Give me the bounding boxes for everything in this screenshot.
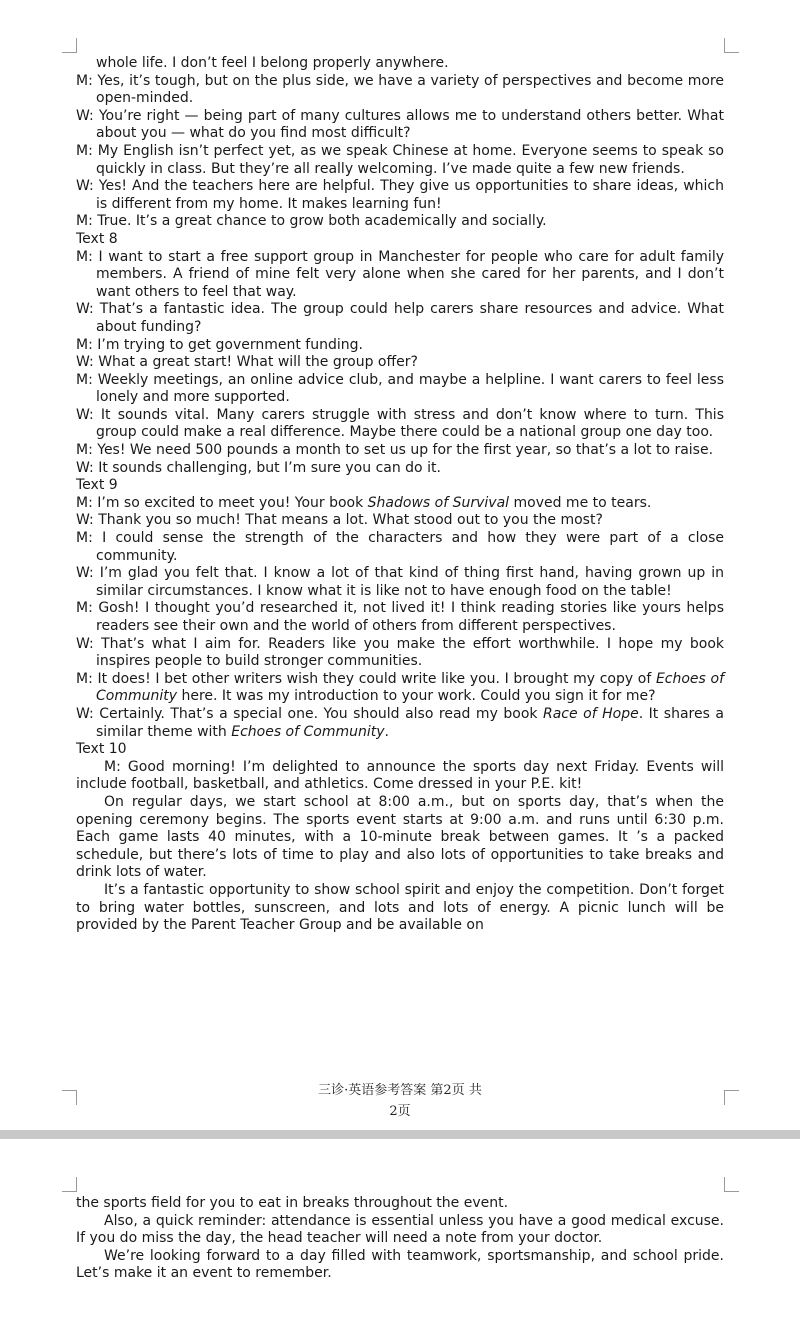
book-title: Shadows of Survival	[367, 494, 510, 511]
dialogue-line: W: It sounds challenging, but I’m sure you can do it.	[76, 459, 441, 476]
book-title: Echoes of Community	[231, 723, 385, 740]
footer-line-2: 2页	[389, 1104, 411, 1119]
dialogue-line: M: My English isn’t perfect yet, as we speak Chinese at home. Everyone seems to speak so quickly in class. But they’re all really welcoming. I’ve made quite a few new friends.	[76, 142, 724, 177]
document-page-2	[0, 1139, 800, 1326]
book-title: Race of Hope	[543, 705, 639, 722]
dialogue-line: M: Gosh! I thought you’d researched it, not lived it! I think reading stories like yours helps readers see their own and the world of others from different perspectives.	[76, 600, 724, 634]
dialogue-line: W: What a great start! What will the group offer?	[76, 354, 418, 371]
section-heading: Text 9	[76, 477, 118, 494]
text-span: .	[384, 723, 389, 740]
dialogue-line	[76, 671, 724, 706]
dialogue-line: W: You’re right — being part of many cultures allows me to understand others better. What about you — what do you find most difficult?	[76, 107, 724, 142]
paragraph: M: Good morning! I’m delighted to announce the sports day next Friday. Events will include football, basketball, and athletics. Come dressed in your P.E. kit!	[76, 758, 724, 793]
dialogue-line: W: I’m glad you felt that. I know a lot of that kind of thing first hand, having grown up in similar circumstances. I know what it is like not to have enough food on the table!	[76, 565, 724, 599]
dialogue-line: W: That’s what I aim for. Readers like you make the effort worthwhile. I hope my book inspires people to build stronger communities.	[76, 635, 724, 670]
dialogue-line	[76, 706, 724, 741]
paragraph: the sports field for you to eat in breaks throughout the event.	[76, 1195, 509, 1211]
page-footer	[0, 1080, 800, 1122]
text-span: W: Certainly. That’s a special one. You should also read my book	[76, 705, 543, 722]
section-heading: Text 8	[76, 230, 118, 247]
continued-line: whole life. I don’t feel I belong properly anywhere.	[96, 55, 449, 71]
crop-mark-top-left	[62, 38, 77, 53]
page-1-text	[76, 55, 724, 935]
crop-mark-top-right	[724, 1177, 739, 1192]
footer-line-1: 三诊·英语参考答案 第2页 共	[318, 1083, 482, 1098]
paragraph: It’s a fantastic opportunity to show school spirit and enjoy the competition. Don’t forget to bring water bottles, sunscreen, and lots and lots of energy. A picnic lunch will be provided by the Parent Teacher Group and be available on	[76, 881, 724, 934]
section-heading: Text 10	[76, 741, 127, 758]
page-2-text	[76, 1195, 724, 1283]
book-title: Echoes of Community	[96, 670, 724, 705]
crop-mark-top-left	[62, 1177, 77, 1192]
paragraph: Also, a quick reminder: attendance is essential unless you have a good medical excuse. If you do miss the day, the head teacher will need a note from your doctor.	[76, 1212, 724, 1247]
dialogue-line: W: It sounds vital. Many carers struggle with stress and don’t know where to turn. This group could make a real difference. Maybe there could be a national group one day too.	[76, 406, 724, 441]
dialogue-line: M: I could sense the strength of the characters and how they were part of a close community.	[76, 530, 724, 564]
dialogue-line: W: Thank you so much! That means a lot. What stood out to you the most?	[76, 512, 603, 529]
dialogue-line: M: True. It’s a great chance to grow both academically and socially.	[76, 213, 547, 230]
dialogue-line: W: Yes! And the teachers here are helpful. They give us opportunities to share ideas, which is different from my home. It makes learning fun!	[76, 178, 724, 212]
dialogue-line: M: Weekly meetings, an online advice club, and maybe a helpline. I want carers to feel less lonely and more supported.	[76, 371, 724, 406]
text-span: . It shares a similar theme with	[96, 705, 724, 740]
dialogue-line: M: Yes, it’s tough, but on the plus side, we have a variety of perspectives and become more open-minded.	[76, 72, 724, 107]
paragraph: We’re looking forward to a day filled with teamwork, sportsmanship, and school pride. Let’s make it an event to remember.	[76, 1247, 724, 1282]
crop-mark-top-right	[724, 38, 739, 53]
dialogue-line	[76, 495, 724, 513]
text-span: M: It does! I bet other writers wish they could write like you. I brought my copy of	[76, 670, 656, 687]
paragraph: On regular days, we start school at 8:00 a.m., but on sports day, that’s when the opening ceremony begins. The sports event starts at 9:00 a.m. and runs until 6:30 p.m. Each game lasts 40 minutes, with a 10-minute break between games. It ’s a packed schedule, but there’s lots of time to play and also lots of opportunities to take breaks and drink lots of water.	[76, 793, 724, 881]
text-span: here. It was my introduction to your work. Could you sign it for me?	[177, 688, 656, 705]
text-span: moved me to tears.	[509, 494, 652, 511]
page-separator	[0, 1130, 800, 1139]
dialogue-line: M: I’m trying to get government funding.	[76, 336, 363, 353]
dialogue-line: M: Yes! We need 500 pounds a month to set us up for the first year, so that’s a lot to raise.	[76, 442, 714, 459]
dialogue-line: W: That’s a fantastic idea. The group could help carers share resources and advice. What about funding?	[76, 301, 724, 335]
dialogue-line: M: I want to start a free support group in Manchester for people who care for adult family members. A friend of mine felt very alone when she cared for her parents, and I don’t want others to feel that way.	[76, 248, 724, 300]
text-span: M: I’m so excited to meet you! Your book	[76, 494, 368, 511]
